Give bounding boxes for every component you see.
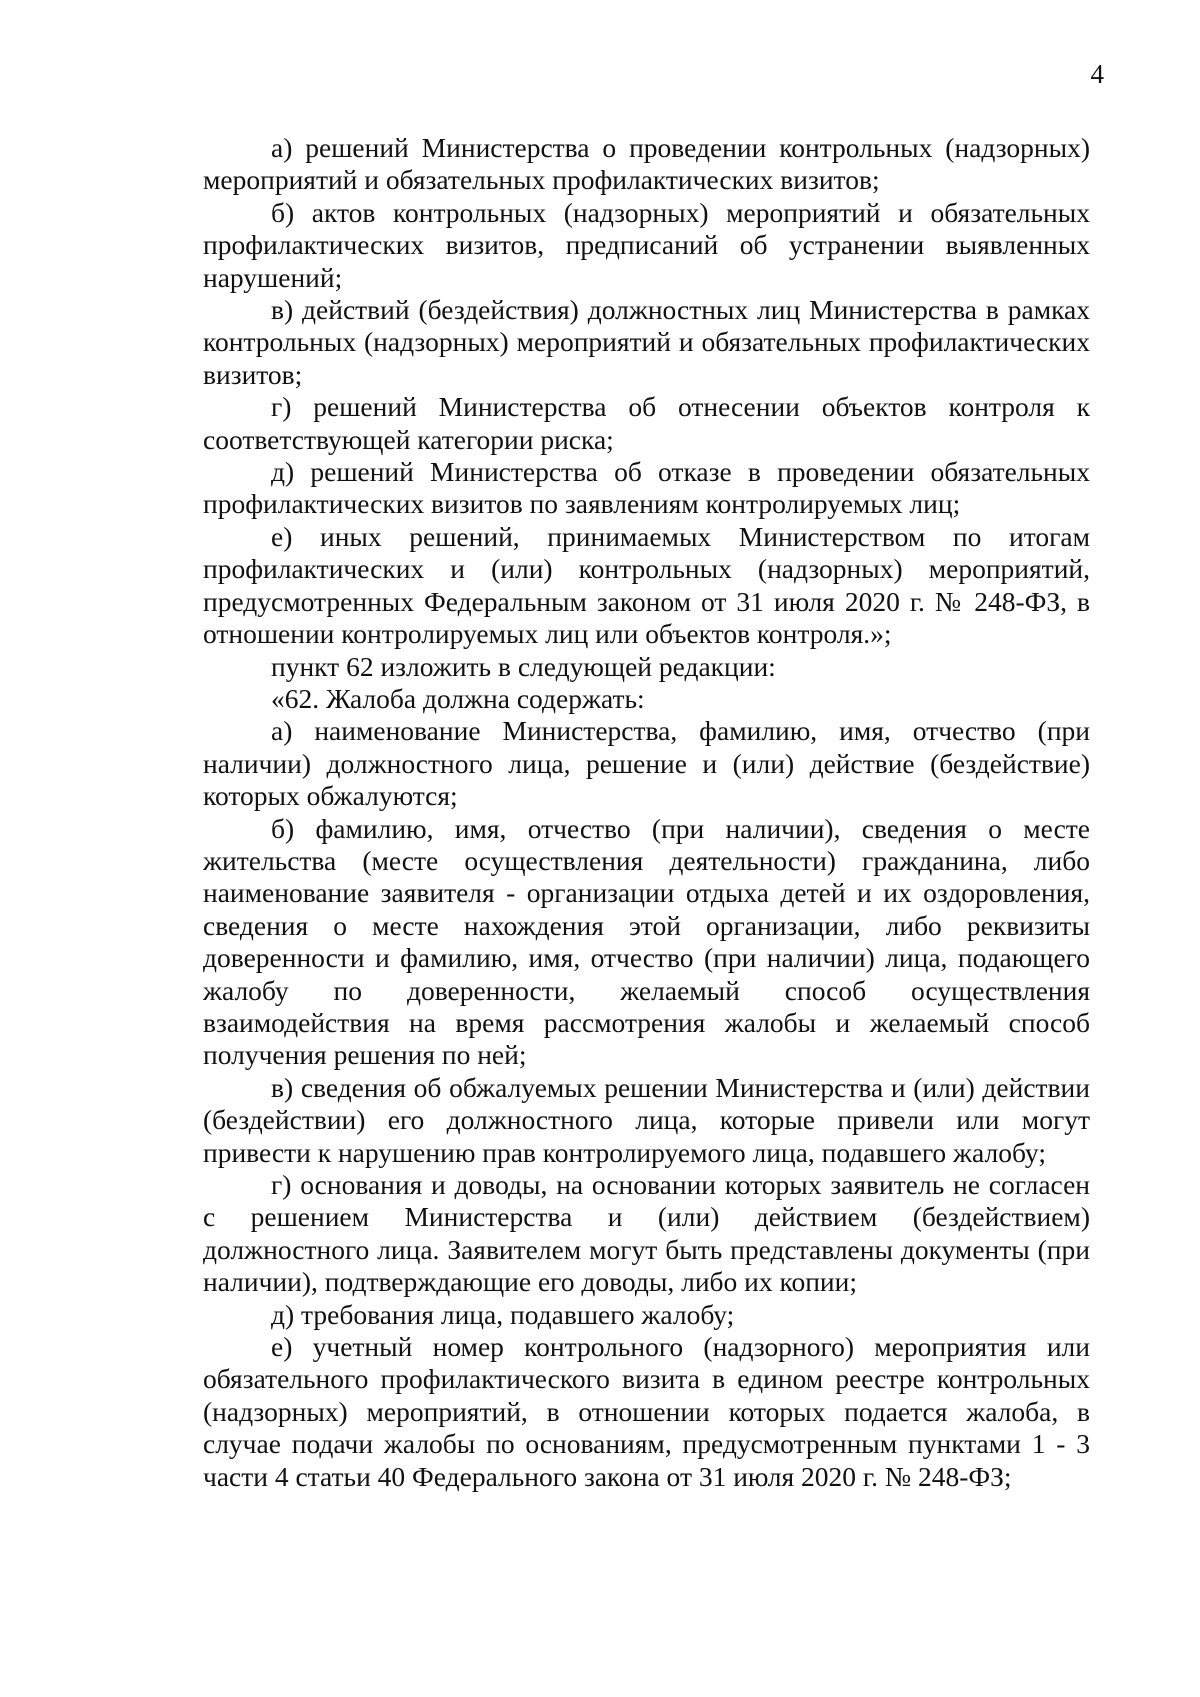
paragraph-point-62-heading: «62. Жалоба должна содержать: (271, 682, 645, 714)
paragraph-item-a-decisions: а) решений Министерства о проведении контрольных (надзорных) мероприятий и обязательных профилактических визитов; (203, 132, 1090, 196)
paragraph-item-g-risk-category: г) решений Министерства об отнесении объектов контроля к соответствующей категории риска; (203, 391, 1090, 455)
paragraph-item-e-registry-number: е) учетный номер контрольного (надзорного) мероприятия или обязательного профилактического визита в едином реестре контрольных (надзорных) мероприятий, в отношении которых подается жалоба, в случае подачи жалобы по основаниям, предусмотренным пунктами 1 - 3 части 4 статьи 40 Федерального закона от 31 июля 2020 г. № 248-ФЗ; (203, 1331, 1090, 1492)
paragraph-point-62-intro: пункт 62 изложить в следующей редакции: (271, 650, 776, 682)
paragraph-item-g-grounds: г) основания и доводы, на основании которых заявитель не согласен с решением Министерства и (или) действием (бездействием) должностного лица. Заявителем могут быть представлены документы (при наличии), подтверждающие его доводы, либо их копии; (203, 1169, 1090, 1298)
page-number: 4 (1090, 59, 1104, 89)
paragraph-item-d-requirements: д) требования лица, подавшего жалобу; (271, 1298, 735, 1330)
paragraph-item-v-appealed-decision: в) сведения об обжалуемых решении Министерства и (или) действии (бездействии) его должностного лица, которые привели или могут привести к нарушению прав контролируемого лица, подавшего жалобу; (203, 1071, 1090, 1168)
paragraph-item-d-refusal: д) решений Министерства об отказе в проведении обязательных профилактических визитов по заявлениям контролируемых лиц; (203, 456, 1090, 520)
paragraph-item-b-acts: б) актов контрольных (надзорных) мероприятий и обязательных профилактических визитов, предписаний об устранении выявленных нарушений; (203, 196, 1090, 293)
document-body (203, 132, 1090, 1493)
paragraph-item-e-other-decisions: е) иных решений, принимаемых Министерством по итогам профилактических и (или) контрольных (надзорных) мероприятий, предусмотренных Федеральным законом от 31 июля 2020 г. № 248-ФЗ, в отношении контролируемых лиц или объектов контроля.»; (203, 520, 1090, 650)
paragraph-item-b-applicant-info: б) фамилию, имя, отчество (при наличии), сведения о месте жительства (месте осуществления деятельности) гражданина, либо наименование заявителя - организации отдыха детей и их оздоровления, сведения о месте нахождения этой организации, либо реквизиты доверенности и фамилию, имя, отчество (при наличии) лица, подающего жалобу по доверенности, желаемый способ осуществления взаимодействия на время рассмотрения жалобы и желаемый способ получения решения по ней; (203, 812, 1090, 1071)
paragraph-item-a-ministry-name: а) наименование Министерства, фамилию, имя, отчество (при наличии) должностного лица, решение и (или) действие (бездействие) которых обжалуются; (203, 715, 1090, 812)
paragraph-item-v-actions: в) действий (бездействия) должностных лиц Министерства в рамках контрольных (надзорных) мероприятий и обязательных профилактических визитов; (203, 294, 1090, 390)
